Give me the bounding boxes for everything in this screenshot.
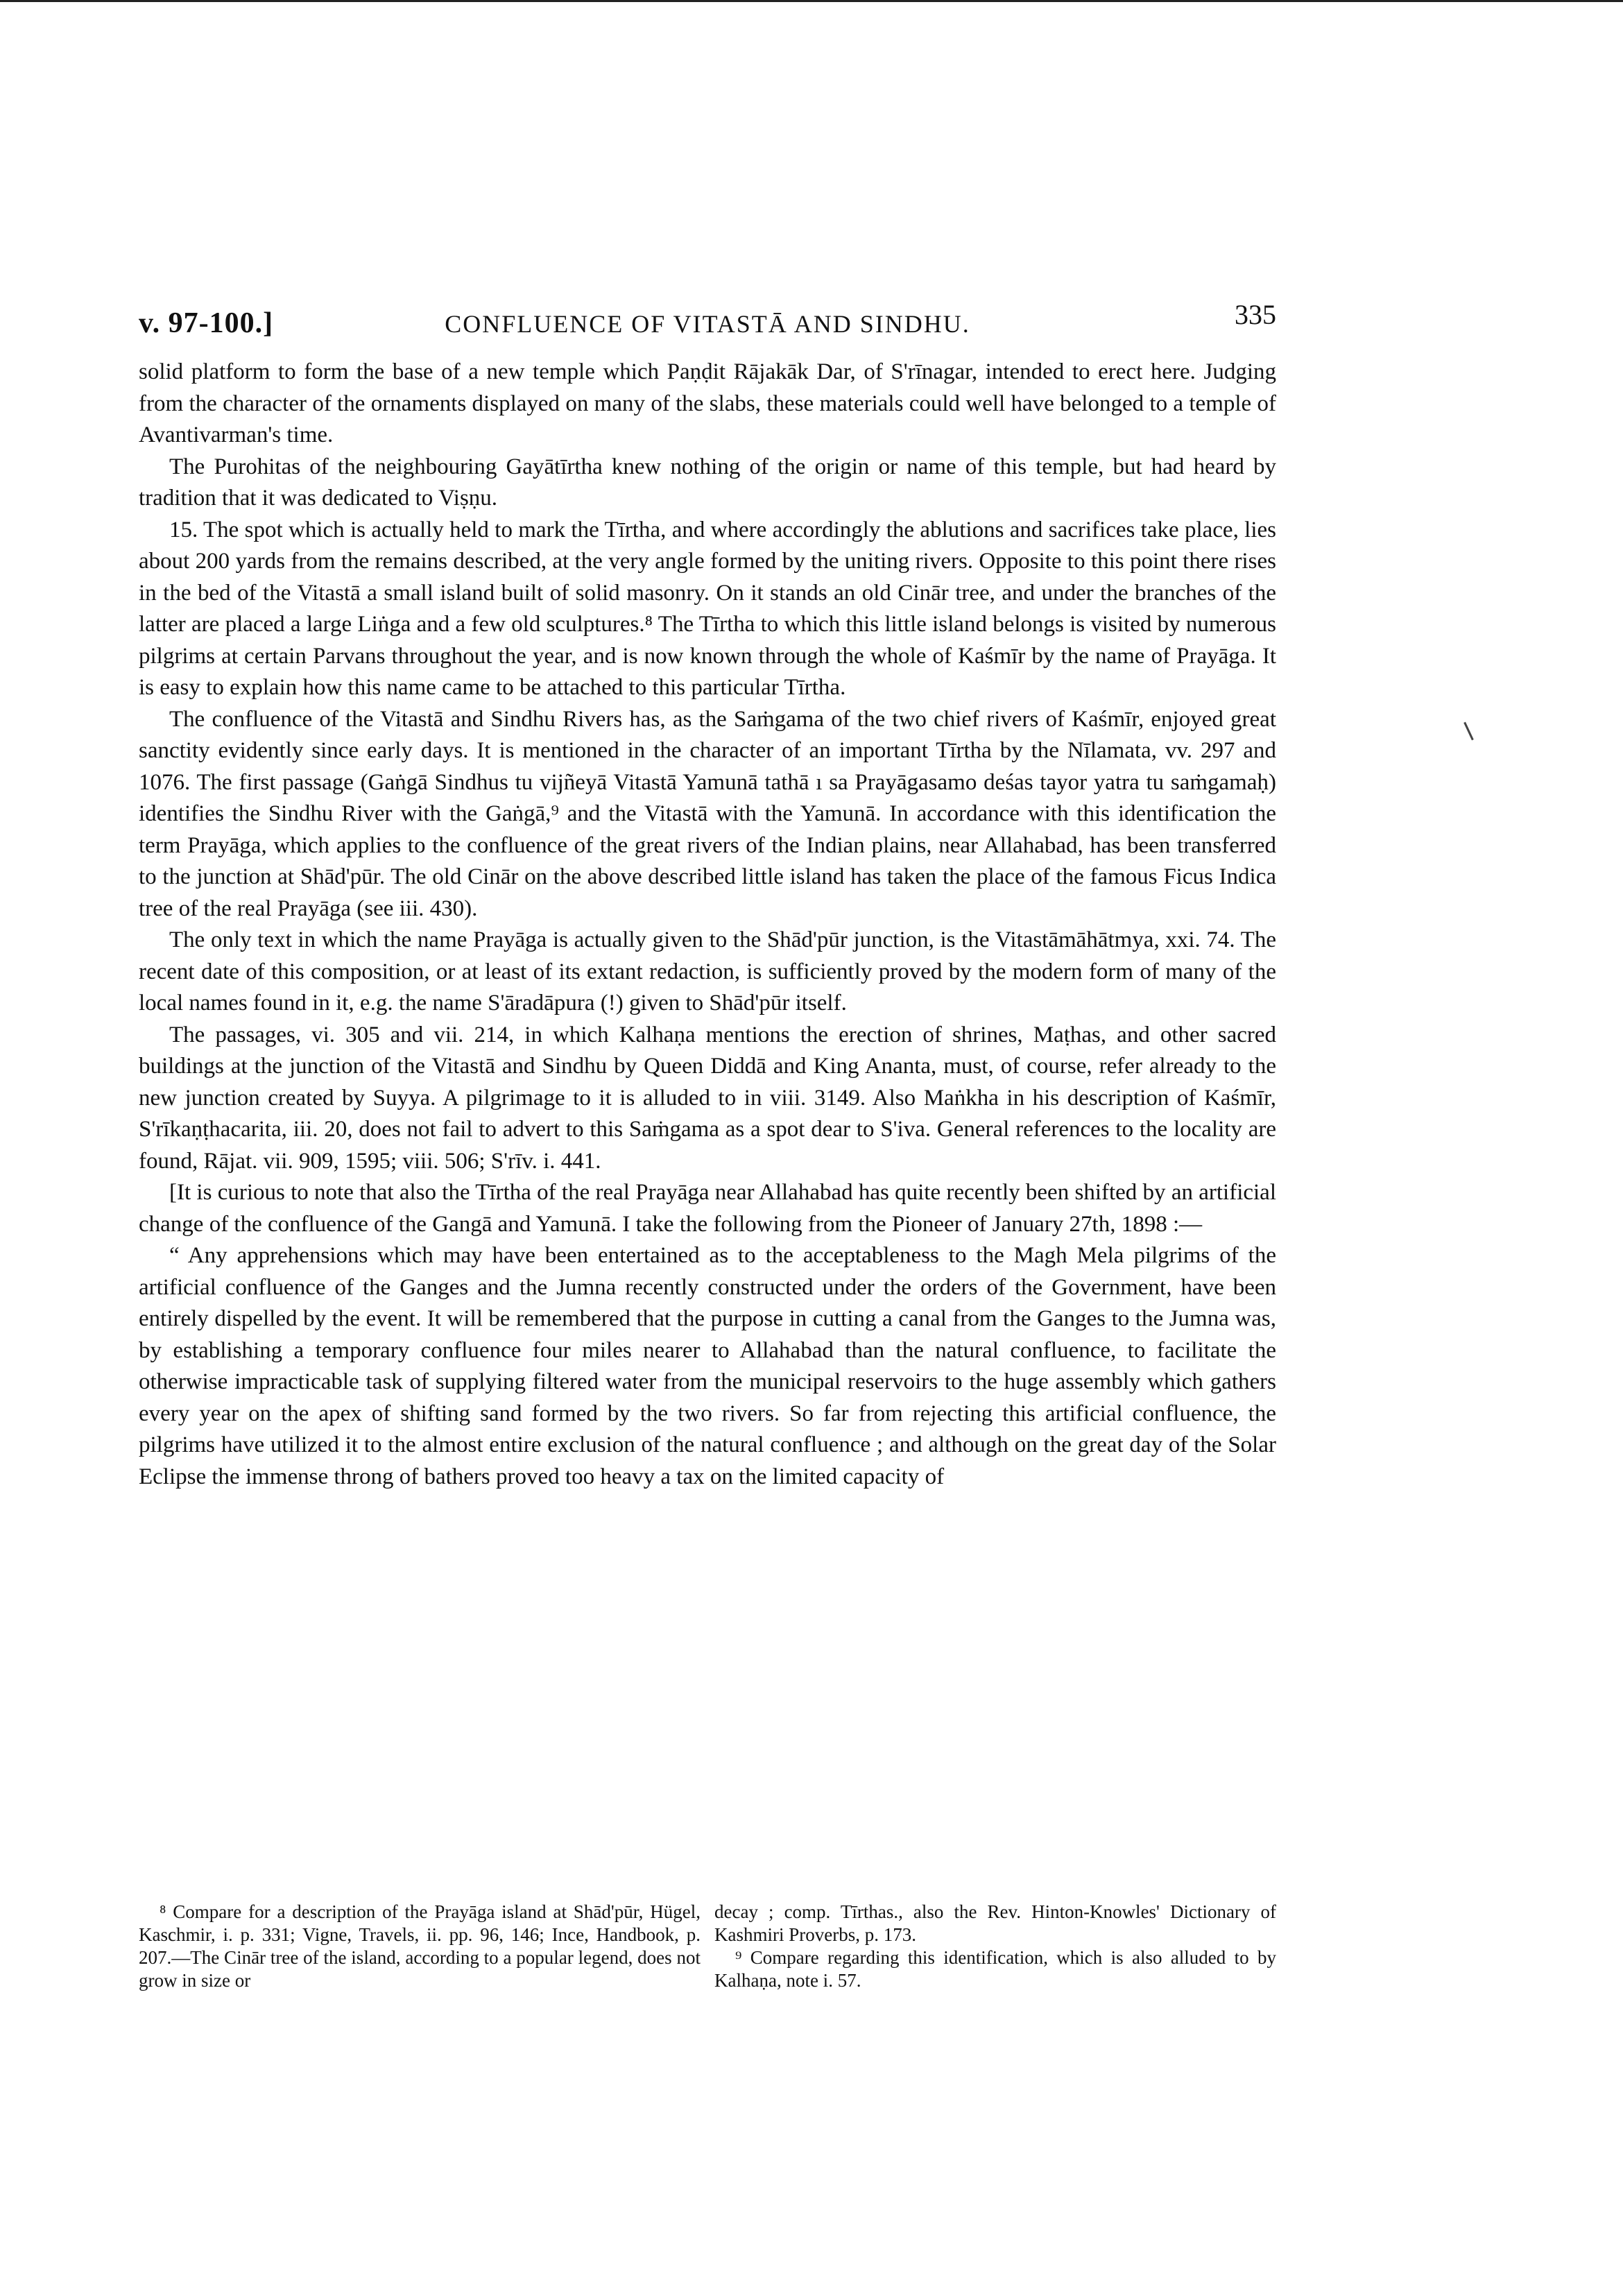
footnote-8-continuation: decay ; comp. Tīrthas., also the Rev. Hinton-Knowles' Dictionary of Kashmiri Proverbs, p. 173. xyxy=(714,1901,1276,1945)
paragraph: [It is curious to note that also the Tīrtha of the real Prayāga near Allahabad has quite recently been shifted by an artificial change of the confluence of the Gangā and Yamunā. I take the following from the Pioneer of January 27th, 1898 :— xyxy=(139,1180,1276,1237)
footnote-column-right xyxy=(714,1901,1276,1992)
footnote-9: ⁹ Compare regarding this identification, which is also alluded to by Kalhaṇa, note i. 57. xyxy=(714,1947,1276,1991)
page-content xyxy=(139,298,1276,1493)
paragraph: 15. The spot which is actually held to mark the Tīrtha, and where accordingly the ablutions and sacrifices take place, lies about 200 yards from the remains described, at the very angle formed by the uniting rivers. Opposite to this point there rises in the bed of the Vitastā a small island built of solid masonry. On it stands an old Cinār tree, and under the branches of the latter are placed a large Liṅga and a few old sculptures.⁸ The Tīrtha to which this little island belongs is visited by numerous pilgrims at certain Parvans throughout the year, and is now known through the whole of Kaśmīr by the name of Prayāga. It is easy to explain how this name came to be attached to this particular Tīrtha. xyxy=(139,517,1277,700)
quotation: “ Any apprehensions which may have been entertained as to the acceptableness to the Magh Mela pilgrims of the artificial confluence of the Ganges and the Jumna recently constructed under the orders of the Government, have been entirely dispelled by the event. It will be remembered that the purpose in cutting a canal from the Ganges to the Jumna was, by establishing a temporary confluence four miles nearer to Allahabad than the natural confluence, to facilitate the otherwise impracticable task of supplying filtered water from the municipal reservoirs to the huge assembly which gathers every year on the apex of shifting sand formed by the two rivers. So far from rejecting this artificial confluence, the pilgrims have utilized it to the almost entire exclusion of the natural confluence ; and although on the great day of the Solar Eclipse the immense throng of bathers proved too heavy a tax on the limited capacity of xyxy=(139,1243,1276,1489)
footnote-8: ⁸ Compare for a description of the Prayāga island at Shād'pūr, Hügel, Kaschmir, i. p. 331; Vigne, Travels, ii. pp. 96, 146; Ince, Handbook, p. 207.—The Cinār tree of the island, according to a popular legend, does not grow in size or xyxy=(139,1901,701,1991)
footnotes xyxy=(139,1901,1276,1992)
footnote-column-left xyxy=(139,1901,701,1992)
verse-reference: v. 97-100.] xyxy=(139,307,274,339)
paragraph: The confluence of the Vitastā and Sindhu Rivers has, as the Saṁgama of the two chief rivers of Kaśmīr, enjoyed great sanctity evidently since early days. It is mentioned in the character of an important Tīrtha by the Nīlamata, vv. 297 and 1076. The first passage (Gaṅgā Sindhus tu vijñeyā Vitastā Yamunā tathā ı sa Prayāgasamo deśas tayor yatra tu saṁgamaḥ) identifies the Sindhu River with the Gaṅgā,⁹ and the Vitastā with the Yamunā. In accordance with this identification the term Prayāga, which applies to the confluence of the great rivers of the Indian plains, near Allahabad, has been transferred to the junction at Shād'pūr. The old Cinār on the above described little island has taken the place of the famous Ficus Indica tree of the real Prayāga (see iii. 430). xyxy=(139,706,1276,921)
paragraph: The only text in which the name Prayāga is actually given to the Shād'pūr junction, is the Vitastāmāhātmya, xxi. 74. The recent date of this composition, or at least of its extant redaction, is sufficiently proved by the modern form of many of the local names found in it, e.g. the name S'āradāpura (!) given to Shād'pūr itself. xyxy=(139,927,1276,1016)
page-number: 335 xyxy=(1235,299,1276,330)
paragraph: solid platform to form the base of a new temple which Paṇḍit Rājakāk Dar, of S'rīnagar, intended to erect here. Judging from the character of the ornaments displayed on many of the slabs, these materials could well have belonged to a temple of Avantivarman's time. xyxy=(139,359,1276,447)
paragraph: The passages, vi. 305 and vii. 214, in which Kalhaṇa mentions the erection of shrines, Maṭhas, and other sacred buildings at the junction of the Vitastā and Sindhu by Queen Diddā and King Ananta, must, of course, refer already to the new junction created by Suyya. A pilgrimage to it is alluded to in viii. 3149. Also Maṅkha in his description of Kaśmīr, S'rīkaṇṭhacarita, iii. 20, does not fail to advert to this Saṁgama as a spot dear to S'iva. General references to the locality are found, Rājat. vii. 909, 1595; viii. 506; S'rīv. i. 441. xyxy=(139,1022,1276,1174)
main-text xyxy=(139,357,1276,1493)
page-title: CONFLUENCE OF VITASTĀ AND SINDHU. xyxy=(445,310,970,338)
paragraph: The Purohitas of the neighbouring Gayātīrtha knew nothing of the origin or name of this temple, but had heard by tradition that it was dedicated to Viṣṇu. xyxy=(139,454,1276,511)
margin-mark xyxy=(1463,722,1474,741)
running-header xyxy=(139,298,1276,354)
page-top-border xyxy=(0,0,1623,2)
